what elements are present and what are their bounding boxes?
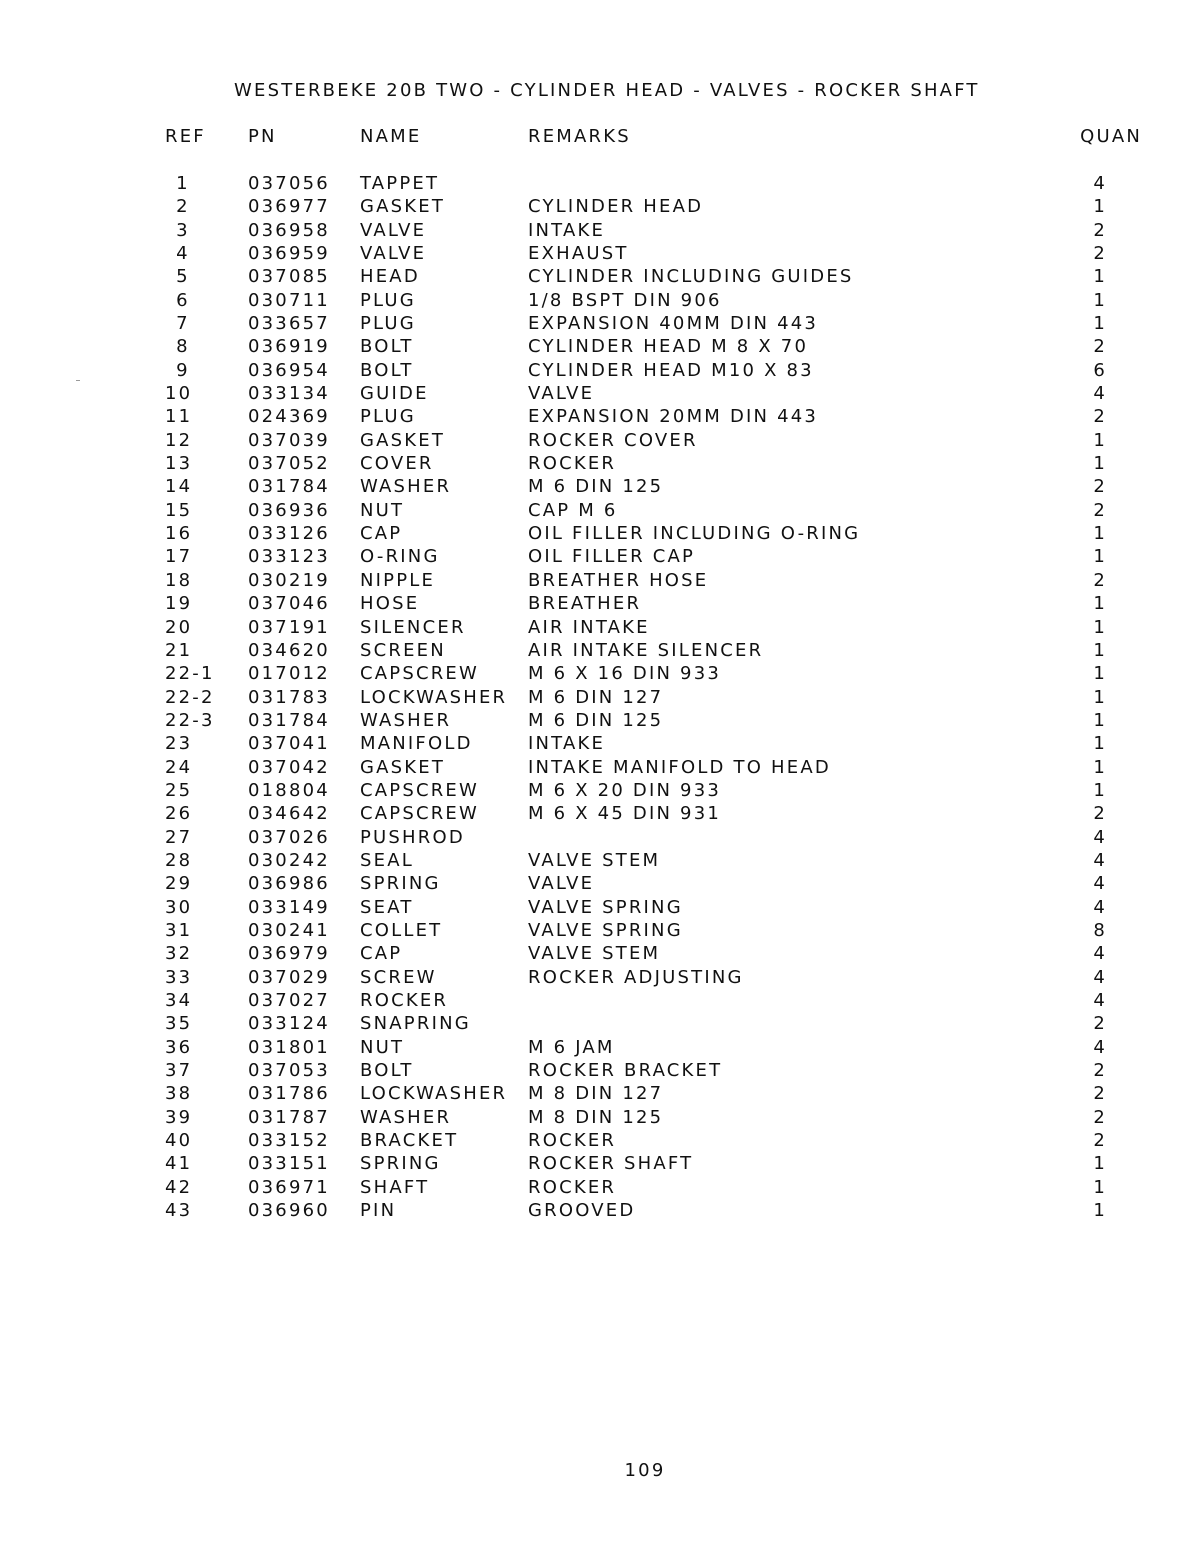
pn-cell: 033657 [248,313,330,334]
remarks-cell: ROCKER [528,1176,617,1198]
pn-cell: 036959 [248,243,330,264]
ref-cell: 3 [176,219,190,241]
quan-cell: 4 [1093,173,1107,194]
ref-cell: 9 [176,359,190,381]
remarks-cell: AIR INTAKE SILENCER [528,639,764,661]
name-cell: CAP [360,523,403,545]
table-row [0,990,1202,1013]
ref-cell: 37 [165,1059,193,1081]
name-cell: GUIDE [360,383,429,405]
scan-speck [76,380,80,381]
pn-cell: 017012 [248,663,330,685]
pn-cell: 036971 [248,1176,330,1198]
pn-cell: 034642 [248,803,330,825]
pn-cell: 037052 [248,453,330,475]
pn-cell: 033126 [248,523,330,545]
quan-cell: 2 [1093,1083,1107,1105]
ref-cell: 8 [176,336,190,358]
table-row [0,1083,1202,1106]
remarks-cell: CAP M 6 [528,499,618,521]
pn-cell: 030219 [248,569,330,591]
name-cell: SILENCER [360,616,466,638]
column-header-ref: REF [165,126,206,147]
table-row [0,687,1202,710]
table-row [0,920,1202,943]
quan-cell: 1 [1093,639,1107,661]
table-row [0,243,1202,266]
quan-cell: 1 [1093,313,1107,334]
ref-cell: 22-1 [165,663,215,685]
pn-cell: 037041 [248,733,330,755]
ref-cell: 26 [165,803,193,825]
name-cell: SEAL [360,849,414,871]
ref-cell: 1 [176,173,190,194]
name-cell: HOSE [360,593,420,615]
remarks-cell: ROCKER COVER [528,429,698,451]
quan-cell: 1 [1093,663,1107,685]
quan-cell: 1 [1093,1200,1107,1221]
remarks-cell: M 6 X 20 DIN 933 [528,779,722,801]
name-cell: ROCKER [360,989,449,1011]
pn-cell: 033152 [248,1129,330,1151]
table-row [0,943,1202,966]
table-row [0,290,1202,313]
table-row [0,663,1202,686]
pn-cell: 031786 [248,1083,330,1105]
pn-cell: 031787 [248,1106,330,1128]
ref-cell: 10 [165,383,193,405]
remarks-cell: CYLINDER HEAD M10 X 83 [528,359,814,381]
ref-cell: 34 [165,989,193,1011]
pn-cell: 036977 [248,196,330,218]
table-row [0,1107,1202,1130]
table-row [0,827,1202,850]
remarks-cell: M 8 DIN 125 [528,1106,664,1128]
quan-cell: 8 [1093,919,1107,941]
name-cell: PLUG [360,313,416,334]
page-number: 109 [624,1460,666,1481]
pn-cell: 033149 [248,896,330,918]
remarks-cell: BREATHER [528,593,642,615]
remarks-cell: ROCKER [528,1129,617,1151]
remarks-cell: 1/8 BSPT DIN 906 [528,289,722,311]
ref-cell: 16 [165,523,193,545]
remarks-cell: VALVE [528,873,595,895]
name-cell: BOLT [360,1059,414,1081]
name-cell: PLUG [360,406,416,428]
table-row [0,360,1202,383]
table-row [0,476,1202,499]
table-row [0,500,1202,523]
ref-cell: 36 [165,1036,193,1058]
remarks-cell: M 8 DIN 127 [528,1083,664,1105]
quan-cell: 2 [1093,219,1107,241]
ref-cell: 42 [165,1176,193,1198]
name-cell: NUT [360,499,405,521]
pn-cell: 037026 [248,826,330,848]
name-cell: COVER [360,453,434,475]
ref-cell: 29 [165,873,193,895]
quan-cell: 1 [1093,523,1107,545]
name-cell: SCREEN [360,639,446,661]
table-row [0,780,1202,803]
table-row [0,757,1202,780]
remarks-cell: M 6 X 16 DIN 933 [528,663,722,685]
pn-cell: 036958 [248,219,330,241]
ref-cell: 41 [165,1153,193,1175]
name-cell: VALVE [360,219,427,241]
pn-cell: 036919 [248,336,330,358]
pn-cell: 037029 [248,966,330,988]
name-cell: SNAPRING [360,1013,471,1035]
table-row [0,1200,1202,1223]
pn-cell: 037039 [248,429,330,451]
quan-cell: 1 [1093,686,1107,708]
table-row [0,266,1202,289]
ref-cell: 40 [165,1129,193,1151]
name-cell: SEAT [360,896,414,918]
quan-cell: 4 [1093,943,1107,965]
quan-cell: 2 [1093,569,1107,591]
name-cell: MANIFOLD [360,733,473,755]
remarks-cell: M 6 DIN 125 [528,709,664,731]
remarks-cell: M 6 DIN 127 [528,686,664,708]
name-cell: SPRING [360,1153,441,1175]
ref-cell: 15 [165,499,193,521]
pn-cell: 036986 [248,873,330,895]
table-row [0,733,1202,756]
remarks-cell: CYLINDER HEAD [528,196,704,218]
quan-cell: 1 [1093,756,1107,778]
ref-cell: 25 [165,779,193,801]
table-header [0,126,1202,149]
table-row [0,593,1202,616]
remarks-cell: M 6 DIN 125 [528,476,664,498]
pn-cell: 031783 [248,686,330,708]
quan-cell: 2 [1093,243,1107,264]
quan-cell: 2 [1093,406,1107,428]
ref-cell: 19 [165,593,193,615]
quan-cell: 1 [1093,196,1107,218]
remarks-cell: ROCKER ADJUSTING [528,966,744,988]
quan-cell: 6 [1093,359,1107,381]
pn-cell: 037056 [248,173,330,194]
ref-cell: 43 [165,1200,193,1221]
ref-cell: 22-3 [165,709,215,731]
remarks-cell: VALVE [528,383,595,405]
remarks-cell: ROCKER SHAFT [528,1153,694,1175]
ref-cell: 21 [165,639,193,661]
quan-cell: 4 [1093,966,1107,988]
name-cell: NIPPLE [360,569,436,591]
pn-cell: 037042 [248,756,330,778]
quan-cell: 4 [1093,826,1107,848]
ref-cell: 38 [165,1083,193,1105]
ref-cell: 35 [165,1013,193,1035]
quan-cell: 1 [1093,779,1107,801]
quan-cell: 4 [1093,896,1107,918]
name-cell: GASKET [360,429,446,451]
quan-cell: 1 [1093,1153,1107,1175]
table-row [0,1037,1202,1060]
name-cell: WASHER [360,476,452,498]
pn-cell: 036936 [248,499,330,521]
table-row [0,710,1202,733]
table-row [0,1153,1202,1176]
pn-cell: 033134 [248,383,330,405]
table-row [0,617,1202,640]
ref-cell: 39 [165,1106,193,1128]
remarks-cell: CYLINDER INCLUDING GUIDES [528,266,854,288]
quan-cell: 1 [1093,289,1107,311]
quan-cell: 1 [1093,1176,1107,1198]
name-cell: BOLT [360,359,414,381]
table-row [0,336,1202,359]
ref-cell: 27 [165,826,193,848]
remarks-cell: GROOVED [528,1200,636,1221]
pn-cell: 037053 [248,1059,330,1081]
name-cell: PUSHROD [360,826,465,848]
ref-cell: 23 [165,733,193,755]
remarks-cell: EXHAUST [528,243,629,264]
name-cell: PIN [360,1200,397,1221]
quan-cell: 2 [1093,336,1107,358]
pn-cell: 018804 [248,779,330,801]
name-cell: WASHER [360,1106,452,1128]
ref-cell: 33 [165,966,193,988]
pn-cell: 036954 [248,359,330,381]
pn-cell: 030711 [248,289,330,311]
table-row [0,897,1202,920]
remarks-cell: CYLINDER HEAD M 8 X 70 [528,336,809,358]
remarks-cell: OIL FILLER CAP [528,546,696,568]
pn-cell: 031801 [248,1036,330,1058]
ref-cell: 32 [165,943,193,965]
column-header-name: NAME [360,126,422,147]
table-row [0,406,1202,429]
name-cell: SHAFT [360,1176,430,1198]
quan-cell: 2 [1093,476,1107,498]
table-row [0,453,1202,476]
name-cell: GASKET [360,196,446,218]
remarks-cell: INTAKE MANIFOLD TO HEAD [528,756,831,778]
quan-cell: 2 [1093,1106,1107,1128]
name-cell: SCREW [360,966,437,988]
name-cell: LOCKWASHER [360,1083,508,1105]
ref-cell: 6 [176,289,190,311]
column-header-quan: QUAN [1080,126,1142,147]
table-row [0,1060,1202,1083]
pn-cell: 037027 [248,989,330,1011]
quan-cell: 1 [1093,733,1107,755]
ref-cell: 30 [165,896,193,918]
quan-cell: 2 [1093,803,1107,825]
name-cell: NUT [360,1036,405,1058]
remarks-cell: BREATHER HOSE [528,569,709,591]
ref-cell: 12 [165,429,193,451]
remarks-cell: INTAKE [528,733,606,755]
pn-cell: 030242 [248,849,330,871]
table-row [0,546,1202,569]
remarks-cell: EXPANSION 40MM DIN 443 [528,313,819,334]
table-row [0,1177,1202,1200]
remarks-cell: VALVE STEM [528,849,661,871]
ref-cell: 24 [165,756,193,778]
table-row [0,220,1202,243]
name-cell: WASHER [360,709,452,731]
table-row [0,173,1202,196]
name-cell: BRACKET [360,1129,459,1151]
remarks-cell: M 6 JAM [528,1036,615,1058]
quan-cell: 2 [1093,1129,1107,1151]
quan-cell: 1 [1093,453,1107,475]
pn-cell: 034620 [248,639,330,661]
table-row [0,803,1202,826]
name-cell: COLLET [360,919,443,941]
remarks-cell: EXPANSION 20MM DIN 443 [528,406,819,428]
name-cell: O-RING [360,546,440,568]
table-row [0,313,1202,336]
pn-cell: 024369 [248,406,330,428]
remarks-cell: ROCKER [528,453,617,475]
table-row [0,383,1202,406]
quan-cell: 4 [1093,849,1107,871]
name-cell: CAPSCREW [360,803,480,825]
table-row [0,523,1202,546]
name-cell: CAPSCREW [360,663,480,685]
remarks-cell: AIR INTAKE [528,616,650,638]
ref-cell: 2 [176,196,190,218]
name-cell: HEAD [360,266,420,288]
table-row [0,1013,1202,1036]
remarks-cell: INTAKE [528,219,606,241]
ref-cell: 4 [176,243,190,264]
pn-cell: 036979 [248,943,330,965]
ref-cell: 20 [165,616,193,638]
table-row [0,1130,1202,1153]
ref-cell: 13 [165,453,193,475]
pn-cell: 031784 [248,709,330,731]
quan-cell: 1 [1093,616,1107,638]
remarks-cell: OIL FILLER INCLUDING O-RING [528,523,861,545]
quan-cell: 4 [1093,1036,1107,1058]
column-header-pn: PN [248,126,277,147]
quan-cell: 4 [1093,989,1107,1011]
pn-cell: 036960 [248,1200,330,1221]
name-cell: PLUG [360,289,416,311]
remarks-cell: VALVE SPRING [528,919,683,941]
ref-cell: 5 [176,266,190,288]
quan-cell: 4 [1093,873,1107,895]
ref-cell: 18 [165,569,193,591]
pn-cell: 031784 [248,476,330,498]
name-cell: BOLT [360,336,414,358]
quan-cell: 1 [1093,266,1107,288]
name-cell: CAP [360,943,403,965]
ref-cell: 17 [165,546,193,568]
ref-cell: 14 [165,476,193,498]
name-cell: SPRING [360,873,441,895]
remarks-cell: M 6 X 45 DIN 931 [528,803,722,825]
column-header-remarks: REMARKS [528,126,631,147]
quan-cell: 2 [1093,1013,1107,1035]
pn-cell: 033124 [248,1013,330,1035]
ref-cell: 11 [165,406,193,428]
quan-cell: 1 [1093,546,1107,568]
name-cell: VALVE [360,243,427,264]
ref-cell: 22-2 [165,686,215,708]
ref-cell: 28 [165,849,193,871]
table-row [0,967,1202,990]
quan-cell: 4 [1093,383,1107,405]
quan-cell: 1 [1093,429,1107,451]
name-cell: GASKET [360,756,446,778]
table-row [0,850,1202,873]
quan-cell: 1 [1093,709,1107,731]
pn-cell: 037191 [248,616,330,638]
pn-cell: 030241 [248,919,330,941]
name-cell: LOCKWASHER [360,686,508,708]
name-cell: CAPSCREW [360,779,480,801]
pn-cell: 037085 [248,266,330,288]
name-cell: TAPPET [360,173,440,194]
quan-cell: 2 [1093,499,1107,521]
table-row [0,640,1202,663]
remarks-cell: VALVE STEM [528,943,661,965]
quan-cell: 1 [1093,593,1107,615]
table-row [0,570,1202,593]
remarks-cell: ROCKER BRACKET [528,1059,723,1081]
table-row [0,430,1202,453]
page-title: WESTERBEKE 20B TWO - CYLINDER HEAD - VALVES - ROCKER SHAFT [234,80,980,101]
ref-cell: 31 [165,919,193,941]
table-row [0,873,1202,896]
pn-cell: 033123 [248,546,330,568]
table-row [0,196,1202,219]
ref-cell: 7 [176,313,190,334]
pn-cell: 033151 [248,1153,330,1175]
pn-cell: 037046 [248,593,330,615]
quan-cell: 2 [1093,1059,1107,1081]
remarks-cell: VALVE SPRING [528,896,683,918]
